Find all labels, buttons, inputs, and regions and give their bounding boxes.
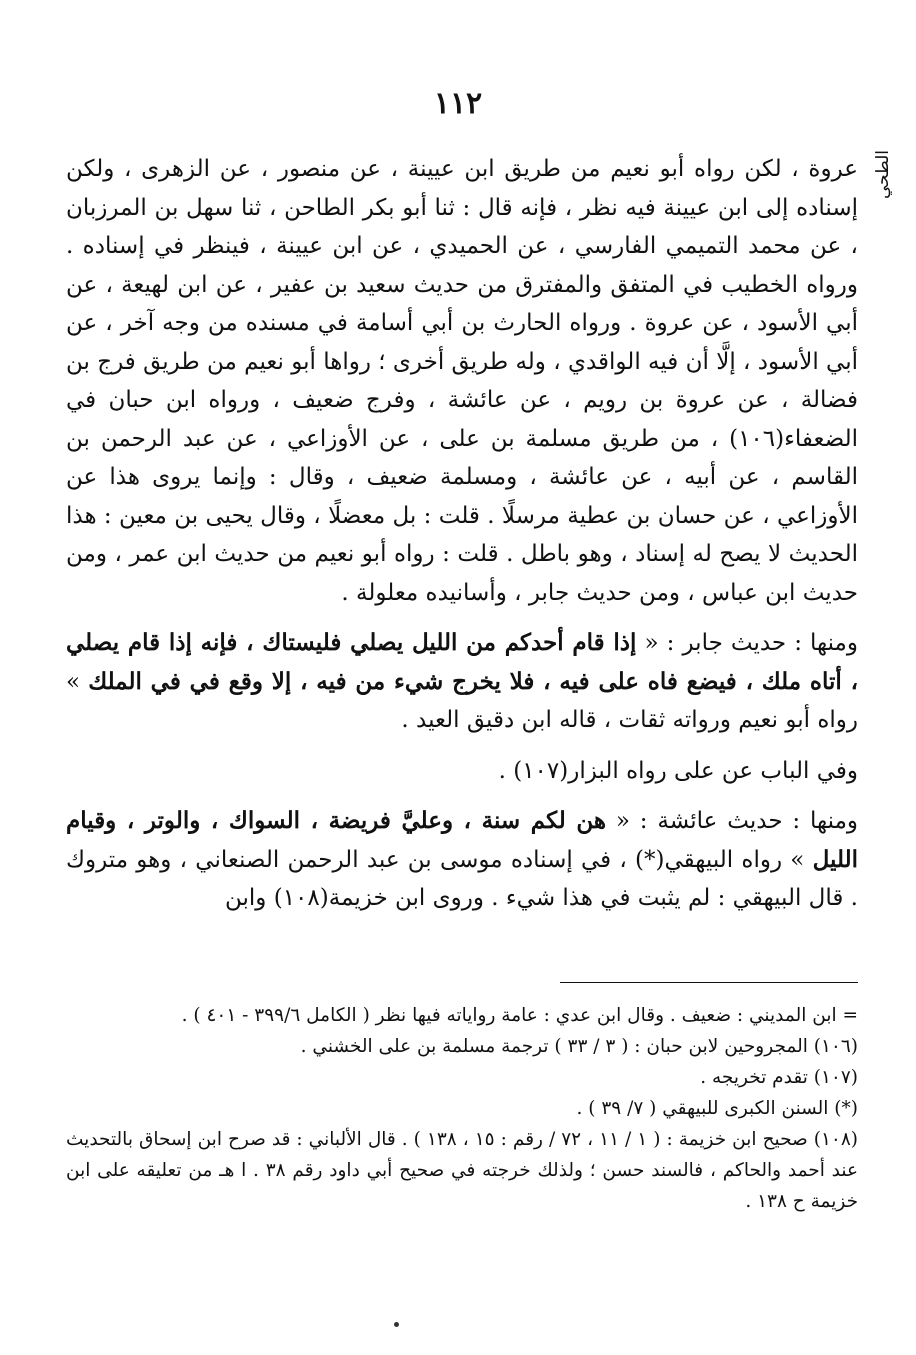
footnote-star: (*) السنن الكبرى للبيهقي ( ٧/ ٣٩ ) . xyxy=(576,1098,858,1119)
paragraph-4-rest: » رواه البيهقي(*) ، في إسناده موسى بن عبد الرحمن الصنعاني ، وهو متروك . قال البيهقي : لم يثبت في هذا شيء . وروى ابن خزيمة(١٠٨) وابن xyxy=(66,846,858,911)
footnote-106: (١٠٦) المجروحين لابن حبان : ( ٣ / ٣٣ ) ترجمة مسلمة بن على الخشني . xyxy=(300,1036,858,1057)
hadith-jabir-text: إذا قام أحدكم من الليل يصلي فليستاك ، فإنه إذا قام يصلي ، أتاه ملك ، فيضع فاه على فيه ، فلا يخرج شيء من فيه ، إلا وقع في في الملك xyxy=(66,629,858,695)
print-speck xyxy=(394,1322,399,1327)
hadith-aisha-text: هن لكم سنة ، وعليَّ فريضة ، السواك ، والوتر ، وقيام الليل xyxy=(66,807,858,873)
footnote-divider xyxy=(560,982,858,983)
page-number: ١١٢ xyxy=(433,86,483,121)
main-text xyxy=(66,150,858,918)
paragraph-1: عروة ، لكن رواه أبو نعيم من طريق ابن عيينة ، عن منصور ، عن الزهرى ، ولكن إسناده إلى ابن عيينة فيه نظر ، فإنه قال : ثنا أبو بكر الطاحن ، ثنا سهل بن المرزبان ، عن محمد التميمي الفارسي ، عن الحميدي ، عن ابن عيينة ، فينظر في إسناده . ورواه الخطيب في المتفق والمفترق من حديث سعيد بن عفير ، عن ابن لهيعة ، عن أبي الأسود ، عن عروة . ورواه الحارث بن أبي أسامة في مسنده من وجه آخر ، عن أبي الأسود ، إلَّا أن فيه الواقدي ، وله طريق أخرى ؛ رواها أبو نعيم من طريق فرج بن فضالة ، عن عروة بن رويم ، عن عائشة ، وفرج ضعيف ، ورواه ابن حبان في الضعفاء(١٠٦) ، من طريق مسلمة بن على ، عن الأوزاعي ، عن عبد الرحمن بن القاسم ، عن أبيه ، عن عائشة ، ومسلمة ضعيف ، وقال : وإنما يروى هذا عن الأوزاعي ، عن حسان بن عطية مرسلًا . قلت : بل معضلًا ، وقال يحيى بن معين : هذا الحديث لا يصح له إسناد ، وهو باطل . قلت : رواه أبو نعيم من حديث ابن عمر ، ومن حديث ابن عباس ، ومن حديث جابر ، وأسانيده معلولة . xyxy=(66,156,858,606)
footnote-continued: = ابن المديني : ضعيف . وقال ابن عدي : عامة رواياته فيها نظر ( الكامل ٣٩٩/٦ - ٤٠١ ) . xyxy=(181,1005,858,1026)
paragraph-2-intro: ومنها : حديث جابر : « xyxy=(636,630,858,656)
margin-handwritten-note: الطحي xyxy=(873,150,893,199)
paragraph-2-rest: » رواه أبو نعيم ورواته ثقات ، قاله ابن دقيق العيد . xyxy=(66,668,858,733)
footnote-107: (١٠٧) تقدم تخريجه . xyxy=(700,1067,858,1088)
paragraph-3: وفي الباب عن على رواه البزار(١٠٧) . xyxy=(498,757,858,784)
paragraph-4-intro: ومنها : حديث عائشة : « xyxy=(605,808,858,834)
footnote-108: (١٠٨) صحيح ابن خزيمة : ( ١ / ١١ ، ٧٢ / رقم : ١٥ ، ١٣٨ ) . قال الألباني : قد صرح ابن إسحاق بالتحديث عند أحمد والحاكم ، فالسند حسن ؛ ولذلك خرجته في صحيح أبي داود رقم ٣٨ . ا هـ من تعليقه على ابن خزيمة ح ١٣٨ . xyxy=(66,1129,859,1212)
footnotes xyxy=(66,1000,858,1217)
paragraph-2 xyxy=(66,624,858,740)
paragraph-4 xyxy=(66,802,858,918)
